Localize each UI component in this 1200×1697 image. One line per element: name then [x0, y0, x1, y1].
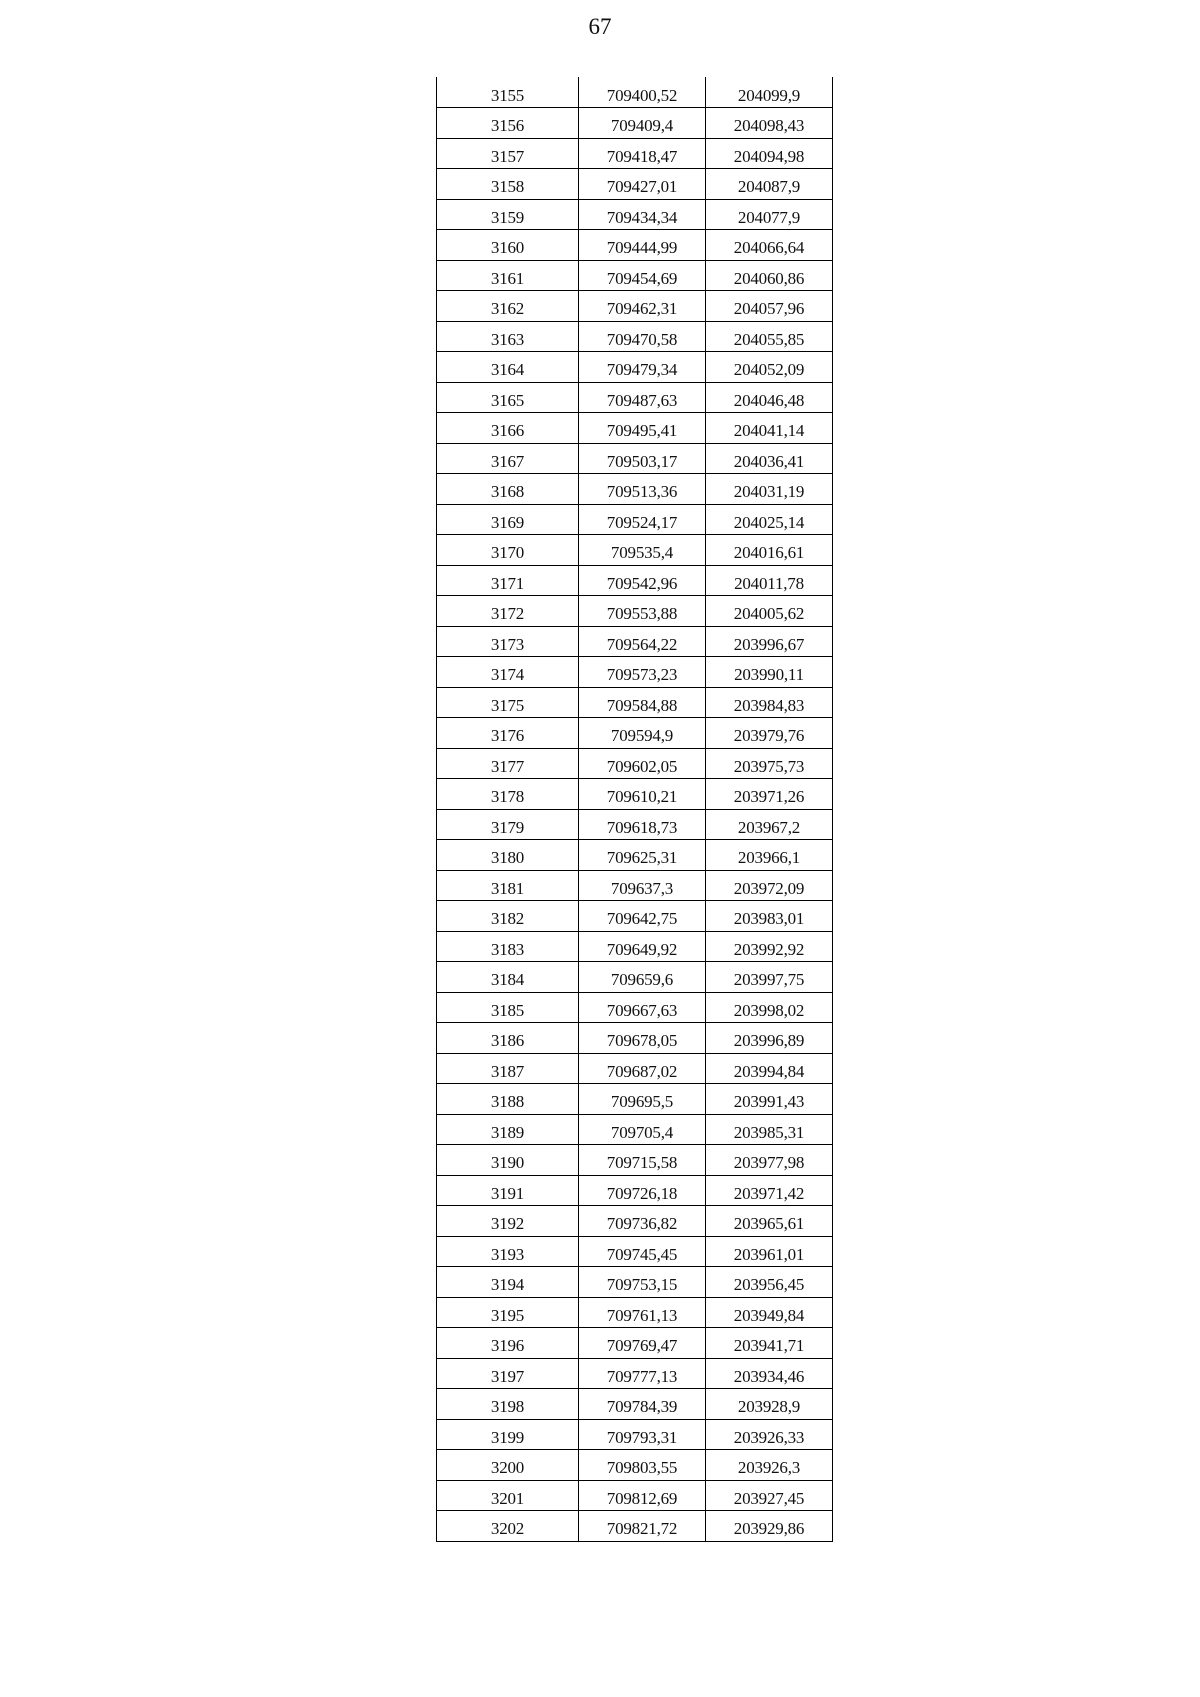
y-coordinate-cell: 204052,09 — [706, 352, 833, 383]
x-coordinate-cell: 709803,55 — [579, 1450, 706, 1481]
y-coordinate-cell: 203984,83 — [706, 687, 833, 718]
point-number-cell: 3175 — [437, 687, 579, 718]
x-coordinate-cell: 709625,31 — [579, 840, 706, 871]
y-coordinate-cell: 204060,86 — [706, 260, 833, 291]
table-row — [437, 352, 833, 383]
table-row — [437, 626, 833, 657]
x-coordinate-cell: 709793,31 — [579, 1419, 706, 1450]
table-row — [437, 1297, 833, 1328]
y-coordinate-cell: 203996,67 — [706, 626, 833, 657]
x-coordinate-cell: 709745,45 — [579, 1236, 706, 1267]
x-coordinate-cell: 709777,13 — [579, 1358, 706, 1389]
point-number-cell: 3177 — [437, 748, 579, 779]
point-number-cell: 3201 — [437, 1480, 579, 1511]
point-number-cell: 3157 — [437, 138, 579, 169]
x-coordinate-cell: 709444,99 — [579, 230, 706, 261]
y-coordinate-cell: 203975,73 — [706, 748, 833, 779]
x-coordinate-cell: 709454,69 — [579, 260, 706, 291]
y-coordinate-cell: 204094,98 — [706, 138, 833, 169]
point-number-cell: 3164 — [437, 352, 579, 383]
x-coordinate-cell: 709736,82 — [579, 1206, 706, 1237]
y-coordinate-cell: 203991,43 — [706, 1084, 833, 1115]
x-coordinate-cell: 709513,36 — [579, 474, 706, 505]
x-coordinate-cell: 709705,4 — [579, 1114, 706, 1145]
table-row — [437, 687, 833, 718]
y-coordinate-cell: 203971,26 — [706, 779, 833, 810]
table-row — [437, 1450, 833, 1481]
y-coordinate-cell: 203949,84 — [706, 1297, 833, 1328]
table-row — [437, 1053, 833, 1084]
y-coordinate-cell: 204041,14 — [706, 413, 833, 444]
y-coordinate-cell: 204011,78 — [706, 565, 833, 596]
x-coordinate-cell: 709821,72 — [579, 1511, 706, 1542]
coordinates-table — [436, 77, 833, 1542]
point-number-cell: 3167 — [437, 443, 579, 474]
table-row — [437, 992, 833, 1023]
point-number-cell: 3170 — [437, 535, 579, 566]
y-coordinate-cell: 204036,41 — [706, 443, 833, 474]
y-coordinate-cell: 203997,75 — [706, 962, 833, 993]
point-number-cell: 3194 — [437, 1267, 579, 1298]
table-row — [437, 291, 833, 322]
point-number-cell: 3155 — [437, 77, 579, 108]
y-coordinate-cell: 204031,19 — [706, 474, 833, 505]
y-coordinate-cell: 204016,61 — [706, 535, 833, 566]
point-number-cell: 3197 — [437, 1358, 579, 1389]
table-row — [437, 199, 833, 230]
table-row — [437, 596, 833, 627]
table-row — [437, 443, 833, 474]
y-coordinate-cell: 203966,1 — [706, 840, 833, 871]
x-coordinate-cell: 709524,17 — [579, 504, 706, 535]
y-coordinate-cell: 203956,45 — [706, 1267, 833, 1298]
y-coordinate-cell: 203967,2 — [706, 809, 833, 840]
table-row — [437, 474, 833, 505]
table-row — [437, 748, 833, 779]
y-coordinate-cell: 204098,43 — [706, 108, 833, 139]
point-number-cell: 3178 — [437, 779, 579, 810]
point-number-cell: 3188 — [437, 1084, 579, 1115]
x-coordinate-cell: 709726,18 — [579, 1175, 706, 1206]
table-row — [437, 1023, 833, 1054]
table-row — [437, 1114, 833, 1145]
y-coordinate-cell: 203926,33 — [706, 1419, 833, 1450]
table-row — [437, 413, 833, 444]
point-number-cell: 3189 — [437, 1114, 579, 1145]
table-row — [437, 169, 833, 200]
table-row — [437, 1175, 833, 1206]
y-coordinate-cell: 203934,46 — [706, 1358, 833, 1389]
x-coordinate-cell: 709812,69 — [579, 1480, 706, 1511]
x-coordinate-cell: 709434,34 — [579, 199, 706, 230]
table-row — [437, 1145, 833, 1176]
point-number-cell: 3184 — [437, 962, 579, 993]
y-coordinate-cell: 204099,9 — [706, 77, 833, 108]
table-row — [437, 657, 833, 688]
x-coordinate-cell: 709495,41 — [579, 413, 706, 444]
y-coordinate-cell: 203992,92 — [706, 931, 833, 962]
x-coordinate-cell: 709602,05 — [579, 748, 706, 779]
x-coordinate-cell: 709594,9 — [579, 718, 706, 749]
table-row — [437, 382, 833, 413]
x-coordinate-cell: 709535,4 — [579, 535, 706, 566]
point-number-cell: 3191 — [437, 1175, 579, 1206]
point-number-cell: 3190 — [437, 1145, 579, 1176]
y-coordinate-cell: 204025,14 — [706, 504, 833, 535]
point-number-cell: 3158 — [437, 169, 579, 200]
y-coordinate-cell: 203928,9 — [706, 1389, 833, 1420]
x-coordinate-cell: 709687,02 — [579, 1053, 706, 1084]
point-number-cell: 3166 — [437, 413, 579, 444]
y-coordinate-cell: 204055,85 — [706, 321, 833, 352]
table-row — [437, 535, 833, 566]
point-number-cell: 3159 — [437, 199, 579, 230]
point-number-cell: 3161 — [437, 260, 579, 291]
y-coordinate-cell: 204046,48 — [706, 382, 833, 413]
y-coordinate-cell: 204005,62 — [706, 596, 833, 627]
table-row — [437, 1389, 833, 1420]
x-coordinate-cell: 709400,52 — [579, 77, 706, 108]
table-row — [437, 1358, 833, 1389]
coordinates-table-body — [437, 77, 833, 1541]
table-row — [437, 901, 833, 932]
point-number-cell: 3171 — [437, 565, 579, 596]
point-number-cell: 3156 — [437, 108, 579, 139]
page-number: 67 — [588, 14, 612, 39]
x-coordinate-cell: 709667,63 — [579, 992, 706, 1023]
table-row — [437, 1206, 833, 1237]
table-row — [437, 1511, 833, 1542]
table-row — [437, 77, 833, 108]
table-row — [437, 870, 833, 901]
y-coordinate-cell: 203977,98 — [706, 1145, 833, 1176]
x-coordinate-cell: 709470,58 — [579, 321, 706, 352]
x-coordinate-cell: 709678,05 — [579, 1023, 706, 1054]
x-coordinate-cell: 709618,73 — [579, 809, 706, 840]
point-number-cell: 3163 — [437, 321, 579, 352]
y-coordinate-cell: 203996,89 — [706, 1023, 833, 1054]
point-number-cell: 3181 — [437, 870, 579, 901]
x-coordinate-cell: 709418,47 — [579, 138, 706, 169]
x-coordinate-cell: 709649,92 — [579, 931, 706, 962]
point-number-cell: 3195 — [437, 1297, 579, 1328]
x-coordinate-cell: 709584,88 — [579, 687, 706, 718]
x-coordinate-cell: 709761,13 — [579, 1297, 706, 1328]
y-coordinate-cell: 203965,61 — [706, 1206, 833, 1237]
point-number-cell: 3168 — [437, 474, 579, 505]
y-coordinate-cell: 203972,09 — [706, 870, 833, 901]
table-row — [437, 108, 833, 139]
x-coordinate-cell: 709769,47 — [579, 1328, 706, 1359]
point-number-cell: 3200 — [437, 1450, 579, 1481]
x-coordinate-cell: 709610,21 — [579, 779, 706, 810]
y-coordinate-cell: 204077,9 — [706, 199, 833, 230]
y-coordinate-cell: 203929,86 — [706, 1511, 833, 1542]
y-coordinate-cell: 203979,76 — [706, 718, 833, 749]
table-row — [437, 321, 833, 352]
table-row — [437, 260, 833, 291]
point-number-cell: 3182 — [437, 901, 579, 932]
table-row — [437, 809, 833, 840]
y-coordinate-cell: 203994,84 — [706, 1053, 833, 1084]
y-coordinate-cell: 203941,71 — [706, 1328, 833, 1359]
x-coordinate-cell: 709542,96 — [579, 565, 706, 596]
x-coordinate-cell: 709715,58 — [579, 1145, 706, 1176]
point-number-cell: 3199 — [437, 1419, 579, 1450]
table-row — [437, 718, 833, 749]
x-coordinate-cell: 709784,39 — [579, 1389, 706, 1420]
point-number-cell: 3185 — [437, 992, 579, 1023]
y-coordinate-cell: 204057,96 — [706, 291, 833, 322]
y-coordinate-cell: 203985,31 — [706, 1114, 833, 1145]
y-coordinate-cell: 204087,9 — [706, 169, 833, 200]
y-coordinate-cell: 203961,01 — [706, 1236, 833, 1267]
y-coordinate-cell: 203990,11 — [706, 657, 833, 688]
x-coordinate-cell: 709503,17 — [579, 443, 706, 474]
point-number-cell: 3174 — [437, 657, 579, 688]
table-row — [437, 230, 833, 261]
y-coordinate-cell: 204066,64 — [706, 230, 833, 261]
point-number-cell: 3186 — [437, 1023, 579, 1054]
y-coordinate-cell: 203998,02 — [706, 992, 833, 1023]
x-coordinate-cell: 709409,4 — [579, 108, 706, 139]
table-row — [437, 1419, 833, 1450]
point-number-cell: 3179 — [437, 809, 579, 840]
point-number-cell: 3180 — [437, 840, 579, 871]
table-row — [437, 840, 833, 871]
x-coordinate-cell: 709479,34 — [579, 352, 706, 383]
point-number-cell: 3187 — [437, 1053, 579, 1084]
x-coordinate-cell: 709564,22 — [579, 626, 706, 657]
point-number-cell: 3172 — [437, 596, 579, 627]
x-coordinate-cell: 709553,88 — [579, 596, 706, 627]
point-number-cell: 3192 — [437, 1206, 579, 1237]
y-coordinate-cell: 203926,3 — [706, 1450, 833, 1481]
point-number-cell: 3162 — [437, 291, 579, 322]
table-row — [437, 1084, 833, 1115]
y-coordinate-cell: 203983,01 — [706, 901, 833, 932]
y-coordinate-cell: 203927,45 — [706, 1480, 833, 1511]
table-row — [437, 1480, 833, 1511]
x-coordinate-cell: 709573,23 — [579, 657, 706, 688]
point-number-cell: 3173 — [437, 626, 579, 657]
table-row — [437, 1236, 833, 1267]
x-coordinate-cell: 709637,3 — [579, 870, 706, 901]
x-coordinate-cell: 709487,63 — [579, 382, 706, 413]
x-coordinate-cell: 709642,75 — [579, 901, 706, 932]
x-coordinate-cell: 709695,5 — [579, 1084, 706, 1115]
point-number-cell: 3176 — [437, 718, 579, 749]
table-row — [437, 565, 833, 596]
y-coordinate-cell: 203971,42 — [706, 1175, 833, 1206]
table-row — [437, 1267, 833, 1298]
point-number-cell: 3202 — [437, 1511, 579, 1542]
x-coordinate-cell: 709427,01 — [579, 169, 706, 200]
point-number-cell: 3160 — [437, 230, 579, 261]
point-number-cell: 3165 — [437, 382, 579, 413]
point-number-cell: 3196 — [437, 1328, 579, 1359]
point-number-cell: 3193 — [437, 1236, 579, 1267]
table-row — [437, 504, 833, 535]
x-coordinate-cell: 709462,31 — [579, 291, 706, 322]
table-row — [437, 779, 833, 810]
table-row — [437, 138, 833, 169]
table-row — [437, 931, 833, 962]
x-coordinate-cell: 709659,6 — [579, 962, 706, 993]
table-row — [437, 962, 833, 993]
point-number-cell: 3198 — [437, 1389, 579, 1420]
x-coordinate-cell: 709753,15 — [579, 1267, 706, 1298]
table-row — [437, 1328, 833, 1359]
point-number-cell: 3183 — [437, 931, 579, 962]
point-number-cell: 3169 — [437, 504, 579, 535]
